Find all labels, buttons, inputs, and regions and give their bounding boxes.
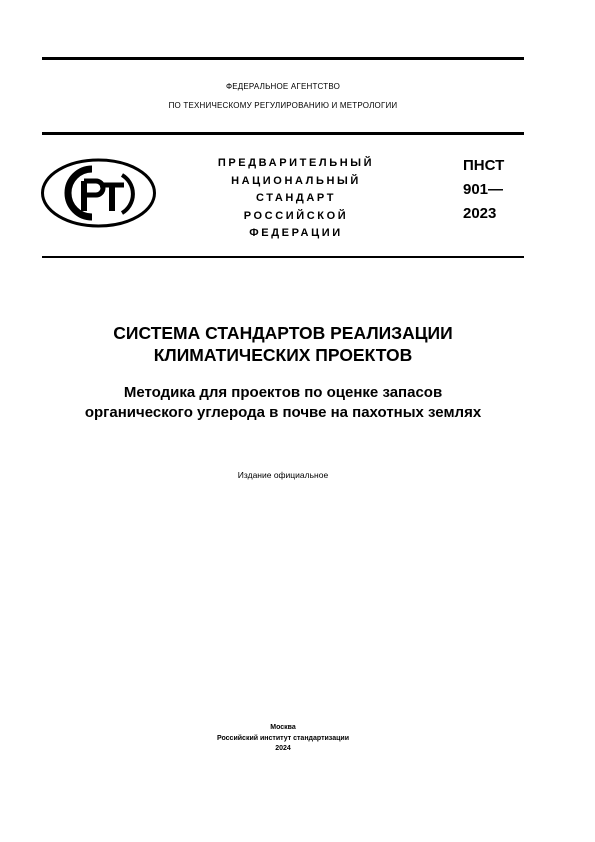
agency-name-line-1: ФЕДЕРАЛЬНОЕ АГЕНТСТВО: [225, 82, 341, 91]
subtitle-line: органического углерода в почве на пахотных землях: [84, 404, 482, 421]
status-line: ПРЕДВАРИТЕЛЬНЫЙ: [217, 157, 375, 169]
status-line: ФЕДЕРАЦИИ: [249, 227, 343, 240]
status-line: СТАНДАРТ: [255, 192, 337, 205]
standard-designation: [463, 154, 504, 226]
gost-r-logo-icon: [40, 157, 157, 229]
status-line: РОССИЙСКОЙ: [243, 209, 349, 222]
standard-number: 901—: [463, 181, 504, 198]
header-divider: [42, 132, 524, 135]
official-edition-label: Издание официальное: [237, 470, 329, 480]
top-divider: [42, 57, 524, 60]
document-status: [196, 155, 396, 243]
agency-name-line-2: ПО ТЕХНИЧЕСКОМУ РЕГУЛИРОВАНИЮ И МЕТРОЛОГИИ: [168, 101, 398, 110]
status-line: НАЦИОНАЛЬНЫЙ: [231, 174, 361, 187]
document-subtitle: [30, 383, 536, 423]
standard-year: 2023: [463, 205, 497, 222]
standard-code: ПНСТ: [463, 157, 505, 174]
imprint-city: Москва: [270, 724, 296, 731]
publisher-imprint: [150, 723, 416, 755]
title-line: КЛИМАТИЧЕСКИХ ПРОЕКТОВ: [153, 345, 413, 365]
document-title: [42, 322, 524, 366]
imprint-publisher: Российский институт стандартизации: [216, 734, 349, 742]
title-line: СИСТЕМА СТАНДАРТОВ РЕАЛИЗАЦИИ: [113, 323, 453, 343]
subtitle-line: Методика для проектов по оценке запасов: [123, 384, 443, 401]
header-bottom-divider: [42, 256, 524, 258]
imprint-year: 2024: [275, 745, 291, 752]
